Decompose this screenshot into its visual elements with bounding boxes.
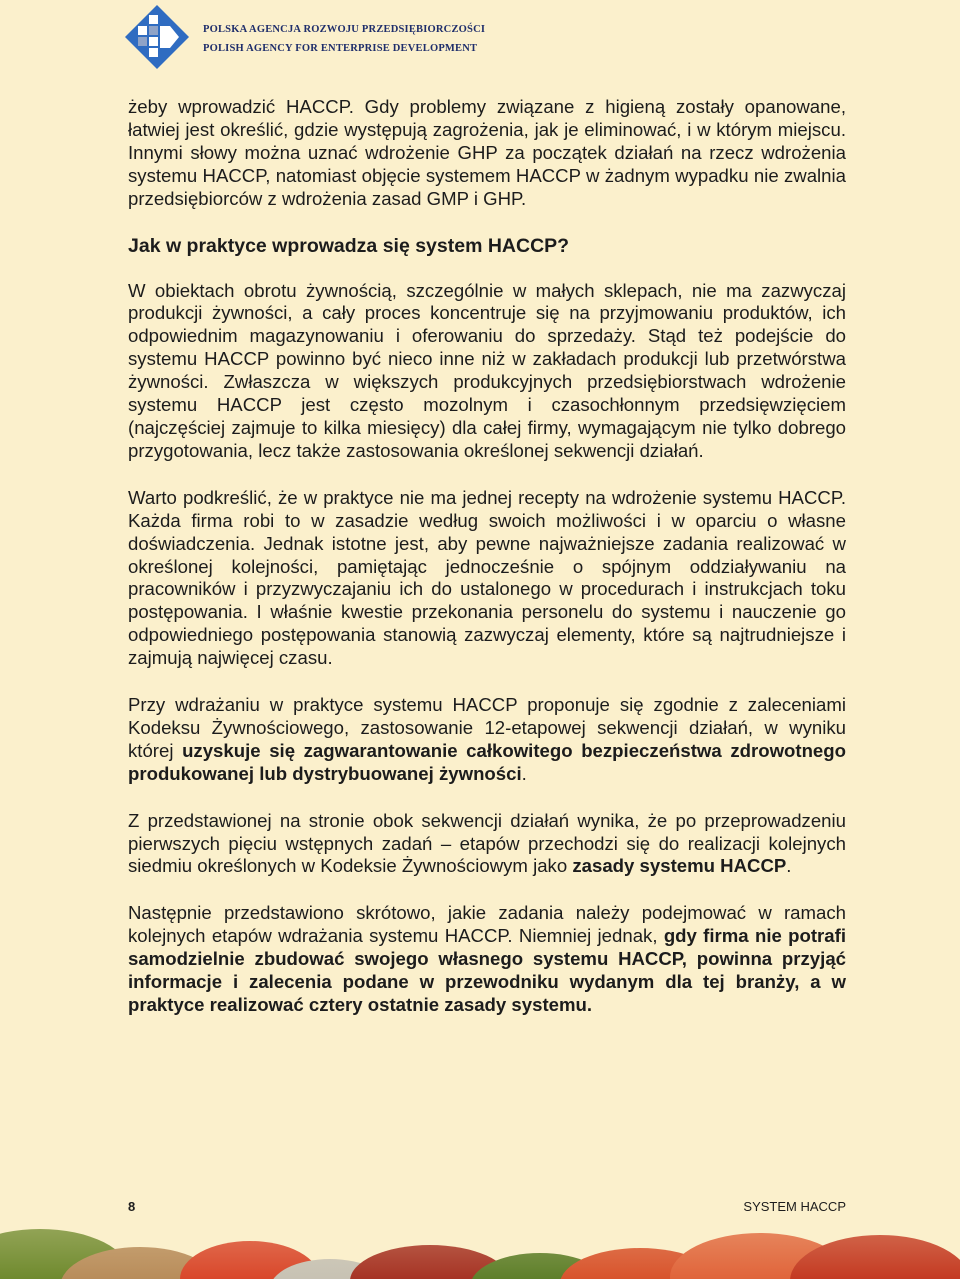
- paragraph-6-emphasis: gdy firma nie potrafi samodzielnie zbudować swojego własnego systemu HACCP, powinna przyjąć informacje i zalecenia podane w przewodniku wydanym dla tej branży, a w praktyce realizować cztery ostatnie zasady systemu.: [128, 925, 846, 1015]
- paragraph-4-emphasis: uzyskuje się zagwarantowanie całkowitego bezpieczeństwa zdrowotnego produkowanej lub dystrybuowanej żywności: [128, 739, 846, 784]
- agency-name-en: POLISH AGENCY FOR ENTERPRISE DEVELOPMENT: [203, 43, 478, 54]
- paragraph-5-emphasis: zasady systemu HACCP: [572, 855, 787, 877]
- page-number: 8: [128, 1199, 136, 1214]
- paragraph-4-text: Przy wdrażaniu w praktyce systemu HACCP proponuje się zgodnie z zaleceniami Kodeksu Żywnościowego, zastosowanie 12-etapowej sekwencji działań, w wyniku której: [128, 694, 846, 761]
- paragraph-1: żeby wprowadzić HACCP. Gdy problemy związane z higieną zostały opanowane, łatwiej jest określić, gdzie występują zagrożenia, jak je eliminować, i w którym miejscu. Innymi słowy można uznać wdrożenie GHP za początek działań na rzecz wdrożenia systemu HACCP, natomiast objęcie systemem HACCP w żadnym wypadku nie zwalnia przedsiębiorców z wdrożenia zasad GMP i GHP.: [128, 96, 846, 209]
- parp-logo-icon: [124, 4, 190, 70]
- paragraph-4-end: .: [521, 762, 527, 784]
- paragraph-5-end: .: [786, 855, 792, 877]
- paragraph-5: [128, 810, 846, 879]
- section-heading: Jak w praktyce wprowadza się system HACCP?: [128, 234, 570, 257]
- article-body: [128, 96, 846, 1041]
- paragraph-6: [128, 902, 846, 1017]
- agency-name: [203, 20, 485, 58]
- paragraph-5-text: Z przedstawionej na stronie obok sekwencji działań wynika, że po przeprowadzeniu pierwszych pięciu wstępnych zadań – etapów przechodzi się do realizacji kolejnych siedmiu określonych w Kodeksie Żywnościowym jako: [128, 809, 846, 877]
- paragraph-4: [128, 694, 846, 786]
- paragraph-6-text: Następnie przedstawiono skrótowo, jakie zadania należy podejmować w ramach kolejnych etapów wdrażania systemu HACCP. Niemniej jednak,: [128, 902, 846, 947]
- paragraph-2: W obiektach obrotu żywnością, szczególnie w małych sklepach, nie ma zazwyczaj produkcji żywności, a cały proces koncentruje się na przyjmowaniu produktów, ich odpowiednim magazynowaniu i oferowaniu do sprzedaży. Stąd też podejście do systemu HACCP powinno być nieco inne niż w zakładach produkcji lub przetwórstwa żywności. Zwłaszcza w większych produkcyjnych przedsiębiorstwach wdrożenie systemu HACCP jest często mozolnym i czasochłonnym przedsięwzięciem (najczęściej zajmuje to kilka miesięcy) dla całej firmy, wymagającym nie tylko dobrego przygotowania, lecz także zastosowania określonej sekwencji działań.: [128, 279, 846, 461]
- paragraph-3: Warto podkreślić, że w praktyce nie ma jednej recepty na wdrożenie systemu HACCP. Każda firma robi to w zasadzie według swoich możliwości i w oparciu o własne doświadczenia. Jednak istotne jest, aby pewne najważniejsze zadania realizować w określonej kolejności, pamiętając jednocześnie o spójnym oddziaływaniu na pracowników i przyzwyczajaniu ich do ustalonego w procedurach i instrukcjach toku postępowania. I właśnie kwestie przekonania personelu do systemu i nauczenie go odpowiedniego postępowania stanowią zazwyczaj elementy, które są najtrudniejsze i zajmują najwięcej czasu.: [128, 486, 846, 669]
- agency-name-pl: POLSKA AGENCJA ROZWOJU PRZEDSIĘBIORCZOŚCI: [203, 24, 486, 35]
- vegetables-photo-strip: [0, 1169, 960, 1279]
- running-title: SYSTEM HACCP: [743, 1199, 846, 1214]
